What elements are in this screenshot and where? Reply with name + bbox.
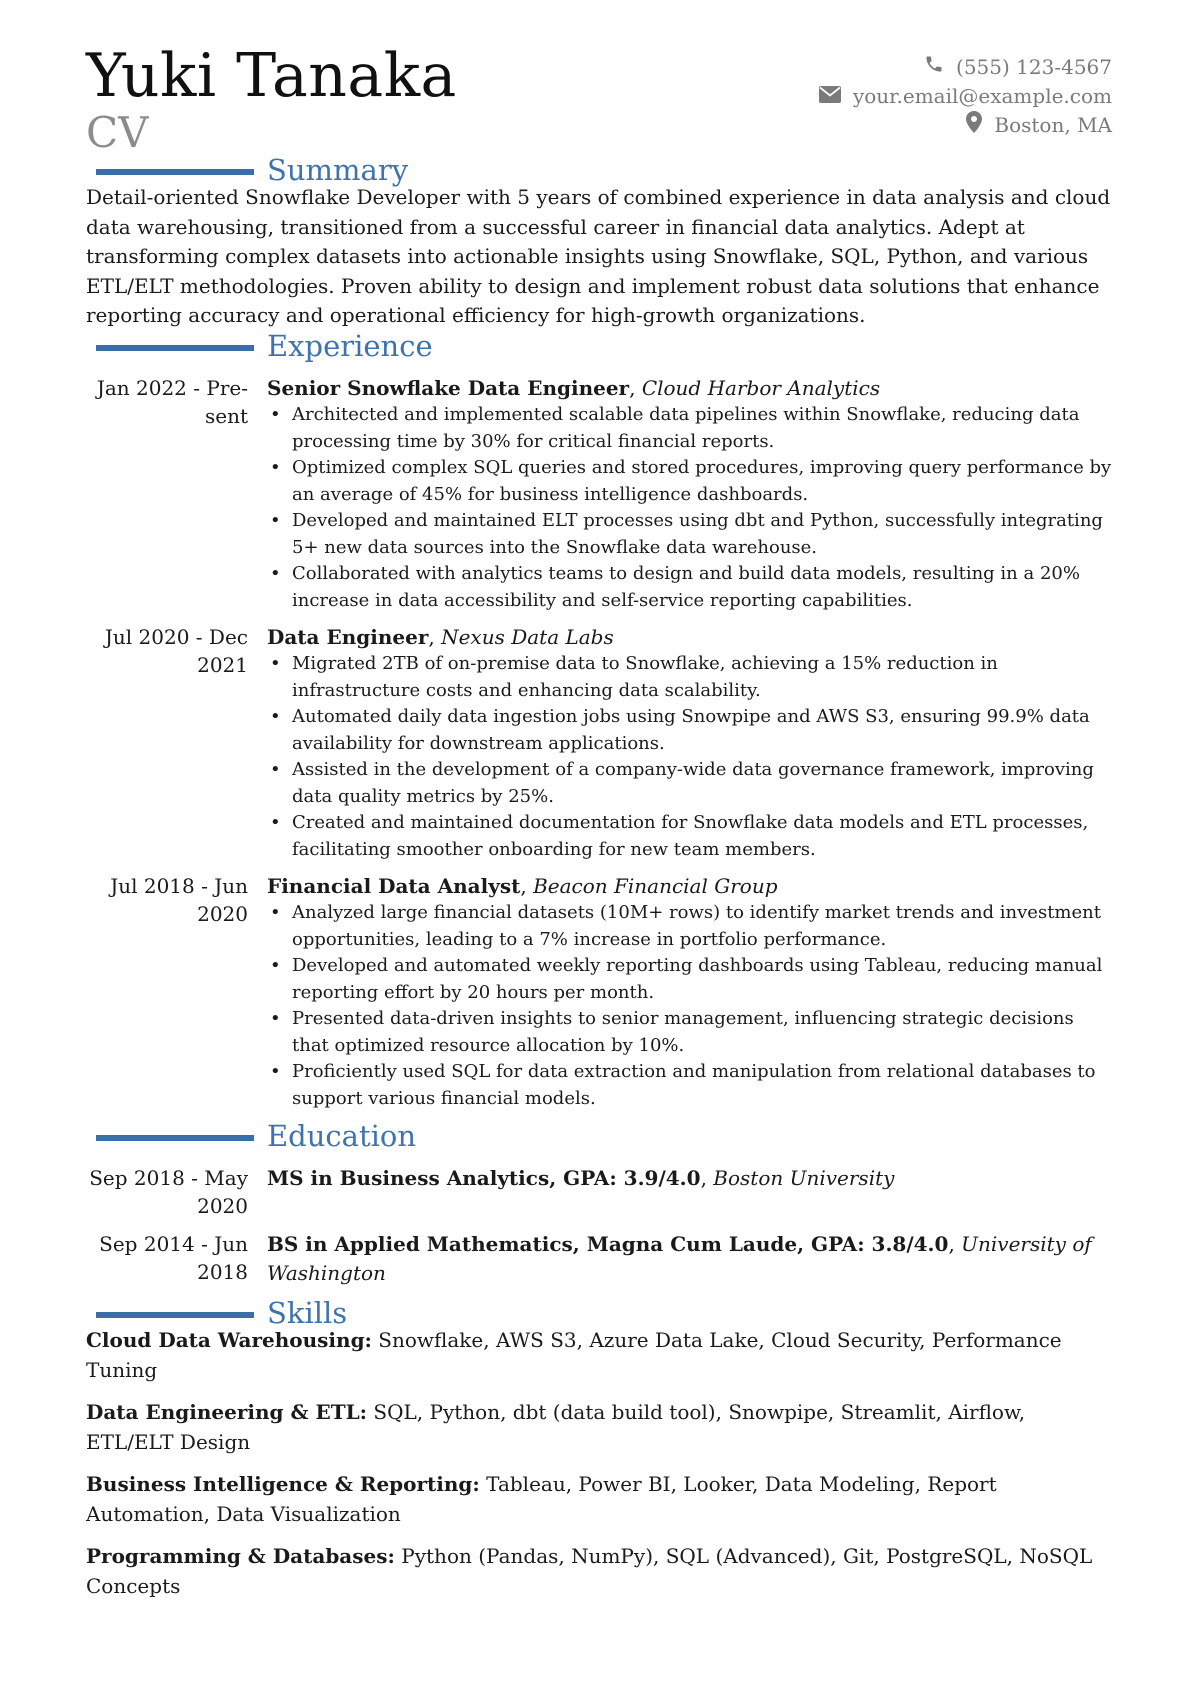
experience-section [86, 330, 1112, 1112]
job-body [267, 872, 1112, 1112]
section-accent-bar [96, 345, 254, 351]
job-date-line: Jul 2018 - Jun [110, 874, 248, 898]
education-entry [86, 1164, 1112, 1220]
contact-location-row [652, 110, 1112, 139]
job-role: Data Engineer [267, 625, 429, 649]
job-bullets [267, 900, 1112, 1112]
skill-values: Python (Pandas, NumPy), SQL (Advanced), Git, PostgreSQL, NoSQL Concepts [86, 1544, 1093, 1598]
job-body [267, 374, 1112, 614]
list-item: • Proficiently used SQL for data extraction and manipulation from relational databases to support various financial models. [267, 1059, 1112, 1112]
skills-list [86, 1326, 1112, 1601]
job-entry [86, 374, 1112, 614]
job-heading: Financial Data Analyst, Beacon Financial Group [267, 874, 778, 898]
job-company: Nexus Data Labs [441, 625, 614, 649]
education-degree: MS in Business Analytics, GPA: 3.9/4.0 [267, 1166, 701, 1190]
map-pin-icon [966, 111, 982, 138]
section-accent-bar [96, 1135, 254, 1141]
education-date-line: 2018 [197, 1260, 248, 1284]
skill-item [86, 1470, 1112, 1529]
list-item: • Created and maintained documentation for Snowflake data models and ETL processes, facilitating smoother onboarding for new team members. [267, 810, 1112, 863]
candidate-name: Yuki Tanaka [86, 41, 457, 111]
job-entry [86, 872, 1112, 1112]
skill-category: Data Engineering & ETL: [86, 1400, 368, 1424]
job-bullets [267, 651, 1112, 863]
job-bullets [267, 402, 1112, 614]
education-dates [86, 1164, 248, 1220]
summary-section [86, 154, 1112, 331]
section-accent-bar [96, 1312, 254, 1318]
job-heading: Senior Snowflake Data Engineer, Cloud Harbor Analytics [267, 376, 881, 400]
skill-item [86, 1398, 1112, 1457]
job-company: Beacon Financial Group [533, 874, 778, 898]
envelope-icon [819, 84, 841, 108]
contact-phone-row [652, 52, 1112, 81]
education-heading [86, 1120, 1112, 1156]
contact-location: Boston, MA [994, 112, 1112, 137]
education-date-line: Sep 2014 - Jun [99, 1232, 248, 1256]
job-body [267, 623, 1112, 863]
list-item: • Developed and maintained ELT processes using dbt and Python, successfully integrating 5+ new data sources into the Snowflake data warehouse. [267, 508, 1112, 561]
list-item: • Analyzed large financial datasets (10M+ rows) to identify market trends and investment opportunities, leading to a 7% increase in portfolio performance. [267, 900, 1112, 953]
summary-text: Detail-oriented Snowflake Developer with 5 years of combined experience in data analysis and cloud data warehousing, transitioned from a successful career in financial data analytics. Adept at transforming complex datasets into actionable insights using Snowflake, SQL, Python, and various ETL/ELT methodologies. Proven ability to design and implement robust data solutions that enhance reporting accuracy and operational efficiency for high-growth organizations. [86, 185, 1111, 327]
skill-item [86, 1326, 1112, 1385]
education-entry [86, 1230, 1112, 1288]
list-item: • Assisted in the development of a company-wide data governance framework, improving data quality metrics by 25%. [267, 757, 1112, 810]
experience-heading [86, 330, 1112, 366]
list-item: • Collaborated with analytics teams to design and build data models, resulting in a 20% increase in data accessibility and self-service reporting capabilities. [267, 561, 1112, 614]
job-heading: Data Engineer, Nexus Data Labs [267, 625, 614, 649]
education-school: University of Washington [267, 1232, 1092, 1285]
skill-values: Snowflake, AWS S3, Azure Data Lake, Cloud Security, Performance Tuning [86, 1328, 1062, 1382]
job-dates [86, 623, 248, 863]
education-degree: BS in Applied Mathematics, Magna Cum Laude, GPA: 3.8/4.0 [267, 1232, 949, 1256]
skills-title: Skills [267, 1296, 348, 1330]
skill-item [86, 1542, 1112, 1601]
education-heading-text: BS in Applied Mathematics, Magna Cum Laude, GPA: 3.8/4.0, University of Washington [267, 1232, 1092, 1285]
contact-phone[interactable]: (555) 123-4567 [956, 54, 1112, 79]
experience-title: Experience [267, 329, 433, 363]
contact-email-row [652, 81, 1112, 110]
education-school: Boston University [713, 1166, 895, 1190]
education-dates [86, 1230, 248, 1288]
phone-icon [924, 54, 944, 79]
cv-page [86, 0, 1112, 1683]
contact-block [652, 52, 1112, 139]
skills-heading [86, 1297, 1112, 1333]
job-date-line: Jul 2020 - Dec [104, 625, 248, 649]
list-item: • Developed and automated weekly reporting dashboards using Tableau, reducing manual reporting effort by 20 hours per month. [267, 953, 1112, 1006]
education-title: Education [267, 1119, 417, 1153]
education-heading-text: MS in Business Analytics, GPA: 3.9/4.0, Boston University [267, 1166, 895, 1190]
education-date-line: 2020 [197, 1194, 248, 1218]
skill-category: Business Intelligence & Reporting: [86, 1472, 480, 1496]
job-date-line: sent [204, 404, 248, 428]
summary-title: Summary [267, 153, 409, 187]
job-dates [86, 374, 248, 614]
contact-email[interactable]: your.email@example.com [852, 83, 1112, 108]
job-dates [86, 872, 248, 1112]
job-company: Cloud Harbor Analytics [641, 376, 881, 400]
list-item: • Migrated 2TB of on-premise data to Snowflake, achieving a 15% reduction in infrastructure costs and enhancing data scalability. [267, 651, 1112, 704]
skill-category: Cloud Data Warehousing: [86, 1328, 372, 1352]
job-date-line: 2021 [197, 653, 248, 677]
skill-values: SQL, Python, dbt (data build tool), Snowpipe, Streamlit, Airflow, ETL/ELT Design [86, 1400, 1026, 1454]
job-role: Financial Data Analyst [267, 874, 521, 898]
job-date-line: 2020 [197, 902, 248, 926]
job-role: Senior Snowflake Data Engineer [267, 376, 630, 400]
section-accent-bar [96, 169, 254, 175]
job-date-line: Jan 2022 - Pre- [96, 376, 248, 400]
list-item: • Architected and implemented scalable data pipelines within Snowflake, reducing data processing time by 30% for critical financial reports. [267, 402, 1112, 455]
skills-section [86, 1297, 1112, 1614]
list-item: • Optimized complex SQL queries and stored procedures, improving query performance by an average of 45% for business intelligence dashboards. [267, 455, 1112, 508]
document-subtitle: CV [86, 108, 149, 157]
summary-heading [86, 154, 1112, 190]
list-item: • Presented data-driven insights to senior management, influencing strategic decisions that optimized resource allocation by 10%. [267, 1006, 1112, 1059]
education-date-line: Sep 2018 - May [89, 1166, 248, 1190]
skill-values: Tableau, Power BI, Looker, Data Modeling, Report Automation, Data Visualization [86, 1472, 997, 1526]
list-item: • Automated daily data ingestion jobs using Snowpipe and AWS S3, ensuring 99.9% data availability for downstream applications. [267, 704, 1112, 757]
education-section [86, 1120, 1112, 1288]
job-entry [86, 623, 1112, 863]
skill-category: Programming & Databases: [86, 1544, 395, 1568]
